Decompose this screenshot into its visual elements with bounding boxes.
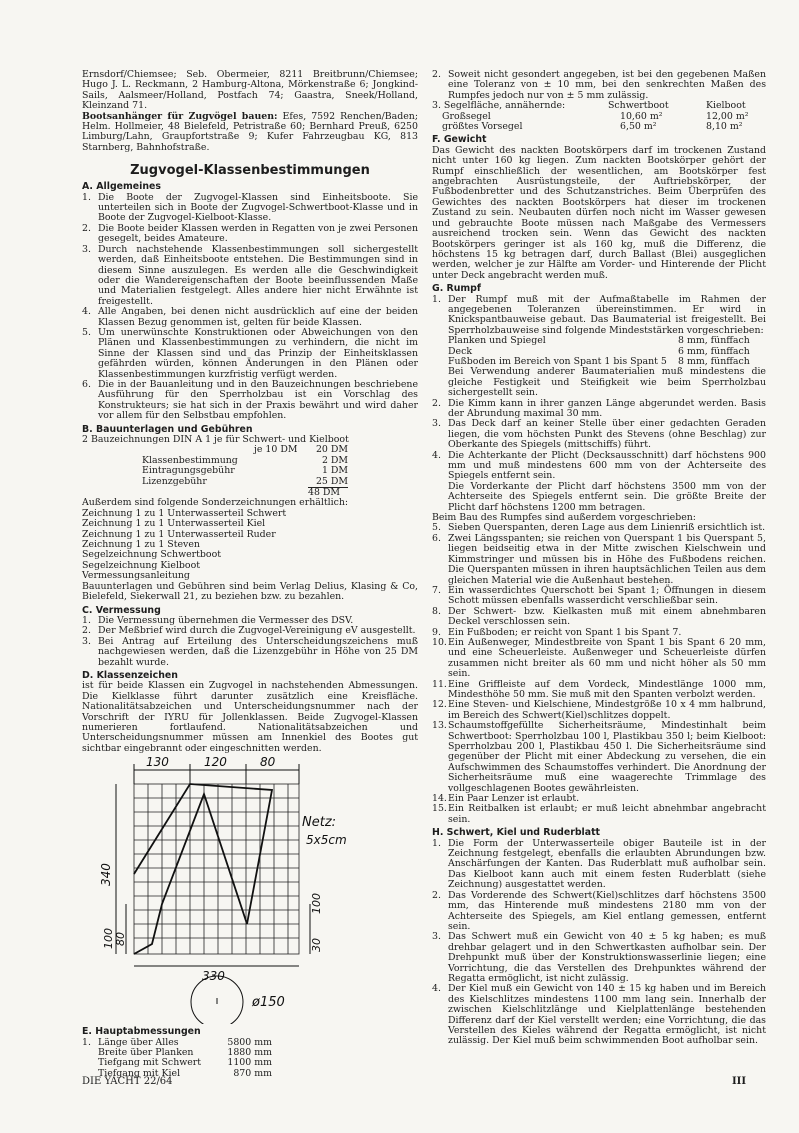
special-drawing-item: Segelzeichnung Schwertboot	[82, 549, 221, 561]
sail-centerboard-value: 6,50 m²	[620, 121, 657, 133]
thickness-value: 6 mm, fünffach	[678, 345, 750, 357]
main-dimensions-table	[82, 1038, 418, 1080]
thickness-label: Fußboden im Bereich von Spant 1 bis Spant 5	[448, 355, 667, 367]
list-item	[82, 245, 418, 307]
footer-magazine: DIE YACHT 22/64	[82, 1076, 173, 1087]
list-item	[432, 839, 766, 891]
trailer-builders-label: Bootsanhänger für Zugvögel bauen:	[82, 110, 278, 122]
dim-right-100: 100	[310, 893, 323, 915]
section-g-list-b	[432, 523, 766, 825]
thickness-label: Planken und Spiegel	[448, 335, 546, 347]
list-item-text: Das Deck darf an keiner Stelle über einer gedachten Geraden liegen, die vom höchsten Punkt des Stevens (ohne Beschlag) zur Oberkante des Spiegels (mittschiffs) führt.	[448, 418, 766, 451]
list-item-number: 3.	[432, 931, 441, 943]
list-item-number: 10.	[432, 636, 447, 648]
dim-circle: ø150	[252, 995, 285, 1011]
list-item-text: Alle Angaben, bei denen nicht ausdrücklich auf eine der beiden Klassen Bezug genommen ist, gelten für beide Klassen.	[98, 306, 418, 328]
list-item-text: Eine Griffleiste auf dem Vordeck, Mindestlänge 1000 mm, Mindesthöhe 50 mm. Sie muß mit den Spanten verbolzt werden.	[448, 678, 766, 700]
dim-left-100: 100	[102, 928, 115, 950]
list-item-number: 15.	[432, 803, 447, 815]
list-item	[82, 637, 418, 668]
g-item-4-extra: Die Vorderkante der Plicht darf höchstens 3500 mm von der Achterseite des Spiegels entfernt sein. Die größte Breite der Plicht darf höchstens 1200 mm betragen.	[448, 480, 766, 513]
list-item	[432, 586, 766, 607]
special-drawing-item: Zeichnung 1 zu 1 Unterwasserteil Schwert	[82, 507, 287, 519]
list-item	[432, 419, 766, 450]
sail-label: größtes Vorsegel	[442, 121, 523, 133]
dimension-value: 1880 mm	[227, 1047, 272, 1058]
fee-row	[82, 445, 418, 455]
dimension-label: Tiefgang mit Schwert	[98, 1057, 202, 1069]
list-item-number: 1.	[82, 614, 91, 626]
thickness-label: Deck	[448, 345, 472, 357]
list-item-text: Ein Fußboden; er reicht von Spant 1 bis Spant 7.	[448, 626, 682, 638]
sail-area-label: 3. Segelfläche, annähernde:	[432, 100, 566, 112]
list-item-number: 12.	[432, 699, 447, 711]
thickness-value: 8 mm, fünffach	[678, 355, 750, 367]
list-item-number: 2.	[82, 222, 91, 234]
fee-value: 25 DM	[315, 475, 348, 487]
section-d-text: ist für beide Klassen ein Zugvogel in nachstehenden Abmessungen. Die Kielklasse führt darunter zusätzlich eine Kreisfläche. Nationalitätsabzeichen und Unterscheidungsnummer nach der Vorschrift der IYRU für Jollenklassen. Beide Zugvogel-Klassen numerieren fortlaufend. Nationalitätsabzeichen und Unterscheidungsnummer müssen am Innenkiel des Bootes gut sichtbar eingebrannt oder eingeschnitten werden.	[82, 680, 418, 754]
special-drawing-item: Zeichnung 1 zu 1 Unterwasserteil Kiel	[82, 518, 266, 530]
fee-row	[82, 456, 418, 466]
list-item	[432, 534, 766, 586]
list-item-text: Schaumstoffgefüllte Sicherheitsräume, Mindestinhalt beim Schwertboot: Sperrholzbau 100 l, Plastikbau 350 l; beim Kielboot: Sperrholzbau 200 l, Plastikbau 450 l. Die Sicherheitsräume sind gegenüber der Plicht mit einer Abdeckung zu versehen, die ein Aufschwimmen des Schaumstoffes verhindert. Die Anordnung der Sicherheitsräume muß eine waagerechte Trimmlage des vollgeschlagenen Bootes gewährleisten.	[448, 720, 766, 794]
list-item-number: 6.	[82, 378, 91, 390]
sail-col-centerboard: Schwertboot	[608, 100, 669, 112]
fee-unit	[254, 466, 308, 476]
fee-unit: je 10 DM	[254, 444, 298, 456]
list-item-text: Bei Antrag auf Erteilung des Unterscheidungszeichens muß nachgewiesen werden, daß die Lizenzgebühr in Höhe von 25 DM bezahlt wurde.	[98, 635, 418, 668]
fee-row	[82, 466, 418, 476]
section-b-outro: Bauunterlagen und Gebühren sind beim Verlag Delius, Klasing & Co, Bielefeld, Siekerwall 21, zu beziehen bzw. zu bezahlen.	[82, 580, 418, 603]
section-a-heading: A. Allgemeines	[82, 181, 161, 193]
fee-value: 2 DM	[321, 454, 348, 466]
list-item-number: 2.	[432, 69, 441, 80]
list-item-number: 3.	[432, 418, 441, 430]
g-item-1-after: Bei Verwendung anderer Baumaterialien muß mindestens die gleiche Festigkeit und Steifigkeit wie beim Sperrholzbau sichergestellt sein.	[448, 366, 766, 399]
list-item-number: 11.	[432, 678, 447, 690]
special-drawing-item: Zeichnung 1 zu 1 Unterwasserteil Ruder	[82, 528, 276, 540]
list-item	[432, 984, 766, 1046]
list-item-text: Zwei Längsspanten; sie reichen von Querspant 1 bis Querspant 5, liegen beidseitig etwa in der Mitte zwischen Kielschwein und Kimmstringer und müssen bis in Höhe des Fußbodens reichen. Die Querspanten müssen in ihren hauptsächlichen Teilen aus dem gleichen Material wie die Außenhaut bestehen.	[448, 532, 766, 586]
dimension-label: Länge über Alles	[98, 1036, 179, 1048]
dim-right-30: 30	[310, 938, 323, 953]
list-item	[432, 700, 766, 721]
list-item-number: 13.	[432, 720, 447, 732]
fee-row	[82, 477, 418, 487]
list-item-text: Die Achterkante der Plicht (Decksausschnitt) darf höchstens 900 mm und muß mindestens 600 mm von der Achterseite des Spiegels entfernt sein.	[448, 449, 766, 482]
list-item-text: Das Vorderende des Schwert(Kiel)schlitzes darf höchstens 3500 mm, das Hinterende muß mindestens 2180 mm von der Achterseite des Spiegels, am Kiel entlang gemessen, entfernt sein.	[448, 889, 766, 932]
fee-label: Lizenzgebühr	[142, 475, 207, 487]
net-size-label: 5x5cm	[306, 833, 347, 848]
sail-row	[432, 122, 766, 132]
list-item	[432, 721, 766, 794]
section-b-extra-intro: Außerdem sind folgende Sonderzeichnungen erhältlich:	[82, 497, 349, 509]
list-item-text: Das Schwert muß ein Gewicht von 40 ± 5 kg haben; es muß drehbar gelagert und in den Schwertkasten aufholbar sein. Der Drehpunkt muß über der Konstruktionswasserlinie liegen; eine Vorrichtung, die das Verstellen des Drehpunktes während der Regatta ermöglicht, ist nicht zulässig.	[448, 931, 766, 984]
special-drawing-item: Vermessungsanleitung	[82, 570, 190, 582]
dimension-value: 1100 mm	[227, 1057, 272, 1069]
fee-total: 48 DM	[308, 487, 341, 499]
sail-keelboat-value: 8,10 m²	[706, 121, 743, 133]
dim-left-80: 80	[114, 932, 127, 947]
list-item	[82, 380, 418, 422]
list-item-text: Die in der Bauanleitung und in den Bauzeichnungen beschriebene Ausführung für den Sperrholzbau ist ein Vorschlag des Konstrukteurs; sie hat sich in der Praxis bewährt und wird daher vor allem für den Selbstbau empfohlen.	[98, 378, 418, 422]
list-item	[432, 70, 766, 101]
thickness-row	[432, 336, 766, 346]
list-item-text: Soweit nicht gesondert angegeben, ist bei den gegebenen Maßen eine Toleranz von ± 10 mm, bei den senkrechten Maßen des Rumpfes jedoch nur von ± 5 mm zulässig.	[448, 69, 766, 101]
list-item	[432, 804, 766, 825]
dim-height: 340	[99, 863, 113, 887]
list-item-number: 4.	[432, 449, 441, 461]
list-item	[82, 307, 418, 328]
list-item-text: Durch nachstehende Klassenbestimmungen soll sichergestellt werden, daß Einheitsboote entstehen. Die Bestimmungen sind in diesem Sinne auszulegen. Es werden alle die Geschwindigkeit oder die Wandereigenschaften der Boote beeinflussenden Maße und Materialien festgelegt. Alles andere hier nicht Erwähnte ist freigestellt.	[98, 243, 418, 307]
fee-unit	[254, 477, 308, 487]
section-c-heading: C. Vermessung	[82, 604, 161, 616]
list-item-number: 6.	[432, 532, 441, 544]
section-h-heading: H. Schwert, Kiel und Ruderblatt	[432, 827, 601, 839]
list-item	[432, 891, 766, 933]
list-item-text: Der Meßbrief wird durch die Zugvogel-Vereinigung eV ausgestellt.	[98, 625, 416, 637]
list-item-number: 14.	[432, 793, 447, 805]
list-item	[82, 224, 418, 245]
page-number: III	[732, 1076, 747, 1087]
trailer-builders-paragraph	[82, 112, 418, 154]
list-item-text: Eine Steven- und Kielschiene, Mindestgröße 10 x 4 mm halbrund, im Bereich des Schwert(Kiel)schlitzes doppelt.	[448, 699, 766, 721]
list-item-number: 8.	[432, 605, 441, 617]
section-g-list-a	[432, 399, 766, 482]
list-item-number: 2.	[432, 889, 441, 901]
list-item	[432, 607, 766, 628]
section-a-list	[82, 193, 418, 422]
dimension-lines	[116, 764, 310, 1024]
special-drawings-list	[82, 509, 418, 582]
section-h-list	[432, 839, 766, 1047]
sail-label: Großsegel	[442, 110, 491, 122]
section-c-list	[82, 616, 418, 668]
section-f-text: Das Gewicht des nackten Bootskörpers darf im trockenen Zustand nicht unter 160 kg liegen. Zum nackten Bootskörper gehört der Rumpf einschließlich der wesentlichen, am Bootskörper fest angebrachten Ausrüstungsteile, der Auftriebskörper, der Fußbodenbretter und des Schutzanstriches. Beim Überprüfen des Gewichtes des nackten Bootskörpers hat dieser im trockenen Zustand zu sein. Neubauten dürfen noch nicht im Wasser gewesen und gebrauchte Boote müssen nach Maßgabe des Vermessers ausreichend trocken sein. Wenn das Gewicht des nackten Bootskörpers geringer ist als 160 kg, muß die Differenz, die höchstens 15 kg betragen darf, durch Ballast (Blei) ausgeglichen werden, welcher je zur Hälfte am Vorder- und Hinterende der Plicht unter Deck angebracht werden muß.	[432, 144, 766, 281]
list-item-text: Die Boote beider Klassen werden in Regatten von je zwei Personen gesegelt, beides Amateure.	[98, 222, 418, 245]
list-item-number: 2.	[82, 625, 91, 637]
right-column	[432, 70, 766, 1047]
list-item-text: Ein Reitbalken ist erlaubt; er muß leicht abnehmbar angebracht sein.	[448, 803, 766, 825]
plywood-thickness-table	[432, 336, 766, 367]
sail-centerboard-value: 10,60 m²	[620, 110, 663, 122]
list-item	[82, 193, 418, 224]
sail-col-keelboat: Kielboot	[706, 100, 746, 112]
tolerance-list	[432, 70, 766, 101]
list-item-text: Ein wasserdichtes Querschott bei Spant 1; Öffnungen in diesem Schott müssen ebenfalls wasserdicht verschließbar sein.	[448, 584, 766, 607]
net-label: Netz:	[302, 815, 337, 831]
sail-keelboat-value: 12,00 m²	[706, 110, 749, 122]
dimension-value: 5800 mm	[227, 1036, 272, 1048]
g-item-1: 1. Der Rumpf muß mit der Aufmaßtabelle im Rahmen der angegebenen Toleranzen übereinstimmen. Er wird in Knickspantbauweise gebaut. Das Baumaterial ist freigestellt. Bei Sperrholzbauweise sind folgende Mindeststärken vorgeschrieben:	[432, 293, 766, 336]
page-title: Zugvogel-Klassenbestimmungen	[130, 163, 370, 179]
g-item-1-text: Der Rumpf muß mit der Aufmaßtabelle im Rahmen der angegebenen Toleranzen übereinstimmen. Er wird in Knickspantbauweise gebaut. Das Baumaterial ist freigestellt. Bei Sperrholzbauweise sind folgende Mindeststärken vorgeschrieben:	[448, 293, 766, 336]
special-drawing-item: Segelzeichnung Kielboot	[82, 559, 200, 571]
dimension-label: Tiefgang mit Kiel	[98, 1067, 181, 1079]
section-e-heading: E. Hauptabmessungen	[82, 1026, 201, 1038]
list-item	[432, 638, 766, 680]
fee-unit	[254, 456, 308, 466]
fee-label: Klassenbestimmung	[142, 454, 238, 466]
list-item	[432, 932, 766, 984]
dim-bottom: 330	[202, 969, 225, 984]
fee-value: 1 DM	[321, 465, 348, 477]
dimension-label: Breite über Planken	[98, 1047, 194, 1058]
special-drawing-item: Zeichnung 1 zu 1 Steven	[82, 539, 200, 551]
grid-net	[134, 784, 299, 954]
list-item-number: 1.	[432, 837, 441, 849]
list-item-text: Die Vermessung übernehmen die Vermesser des DSV.	[98, 614, 354, 626]
fee-table	[82, 445, 418, 487]
list-item	[82, 328, 418, 380]
list-item-number: 1.	[82, 191, 91, 203]
list-item-text: Ein Paar Lenzer ist erlaubt.	[448, 793, 580, 805]
fee-value: 20 DM	[315, 444, 348, 456]
list-item	[432, 680, 766, 701]
dim-top-3: 80	[260, 755, 276, 770]
dimension-number	[82, 1058, 98, 1068]
section-g-heading: G. Rumpf	[432, 283, 481, 295]
left-column	[82, 70, 418, 1079]
section-b-heading: B. Bauunterlagen und Gebühren	[82, 423, 253, 435]
dimension-number: 1.	[82, 1036, 91, 1048]
section-f-heading: F. Gewicht	[432, 134, 487, 146]
class-emblem-drawing	[82, 754, 418, 1024]
list-item-text: Der Schwert- bzw. Kielkasten muß mit einem abnehmbaren Deckel verschlossen sein.	[448, 605, 766, 628]
list-item	[432, 399, 766, 420]
thickness-value: 8 mm, fünffach	[678, 335, 750, 347]
dimension-number	[82, 1048, 98, 1058]
trailer-builders-text: Efes, 7592 Renchen/Baden; Helm. Hollmeier, 48 Bielefeld, Petristraße 60; Bernhard Preuß, 6250 Limburg/Lahn, Graupfortstraße 9; Kufer Fahrzeugbau KG, 813 Starnberg, Bahnhofstraße.	[82, 110, 418, 153]
list-item-number: 5.	[82, 326, 91, 338]
list-item-number: 3.	[82, 635, 91, 647]
list-item-number: 3.	[82, 243, 91, 255]
intro-paragraph: Ernsdorf/Chiemsee; Seb. Obermeier, 8211 Breitbrunn/Chiemsee; Hugo J. L. Reckmann, 2 Hamburg-Altona, Mörkenstraße 6; Jongkind-Sails, Aalsmeer/Holland, Postfach 74; Gaastra, Sneek/Holland, Kleinzand 71.	[82, 69, 418, 112]
list-item-number: 9.	[432, 626, 441, 638]
list-item-text: Der Kiel muß ein Gewicht von 140 ± 15 kg haben und im Bereich des Kielschlitzes mindestens 1100 mm lang sein. Innerhalb der zwischen Kielschlitzlänge und Kielplattenlänge bestehenden Differenz darf der Kiel verstellt werden; eine Vorrichtung, die das Verstellen des Kieles während der Regatta ermöglicht, ist nicht zulässig. Der Kiel muß beim schwimmenden Boot aufholbar sein.	[448, 983, 766, 1047]
list-item-text: Die Kimm kann in ihrer ganzen Länge abgerundet werden. Basis der Abrundung maximal 30 mm.	[448, 397, 766, 419]
dimension-value: 870 mm	[233, 1067, 272, 1079]
list-item-number: 4.	[82, 306, 91, 318]
list-item	[432, 451, 766, 482]
list-item-text: Die Form der Unterwasserteile obiger Bauteile ist in der Zeichnung festgelegt, ebenfalls die erlaubten Abrundungen bzw. Anschärfungen der Kanten. Das Ruderblatt muß aufholbar sein. Das Kielboot kann auch mit einem festen Ruderblatt (siehe Zeichnung) ausgestattet werden.	[448, 837, 766, 891]
section-g-mid: Beim Bau des Rumpfes sind außerdem vorgeschrieben:	[432, 512, 696, 524]
list-item-text: Die Boote der Zugvogel-Klassen sind Einheitsboote. Sie unterteilen sich in Boote der Zugvogel-Schwertboot-Klasse und in Boote der Zugvogel-Kielboot-Klasse.	[98, 191, 418, 224]
dim-top-2: 120	[204, 755, 227, 770]
list-item-number: 5.	[432, 522, 441, 534]
section-b-intro: 2 Bauzeichnungen DIN A 1 je für Schwert- und Kielboot	[82, 434, 349, 445]
dim-top-1: 130	[146, 755, 169, 770]
list-item-number: 2.	[432, 397, 441, 409]
list-item-number: 4.	[432, 983, 441, 995]
list-item-number: 7.	[432, 584, 441, 596]
bird-outline	[134, 784, 272, 954]
fee-label: Eintragungsgebühr	[142, 465, 235, 477]
sail-area-table	[432, 112, 766, 133]
section-d-heading: D. Klassenzeichen	[82, 669, 178, 681]
emblem-sketch	[82, 754, 418, 1024]
list-item-text: Um unerwünschte Konstruktionen oder Abweichungen von den Plänen und Klassenbestimmungen zu verhindern, die nicht im Sinne der Klassen sind und das Prinzip der Einheitsklassen gefährden würden, können Änderungen in den Plänen oder Klassenbestimmungen kurzfristig verfügt werden.	[98, 326, 418, 380]
list-item-text: Sieben Querspanten, deren Lage aus dem Linienriß ersichtlich ist.	[448, 522, 766, 534]
list-item-text: Ein Außenweger, Mindestbreite von Spant 1 bis Spant 6 20 mm, und eine Scheuerleiste. Außenweger und Scheuerleiste dürfen zusammen nicht breiter als 60 mm und nicht höher als 50 mm sein.	[448, 636, 766, 680]
